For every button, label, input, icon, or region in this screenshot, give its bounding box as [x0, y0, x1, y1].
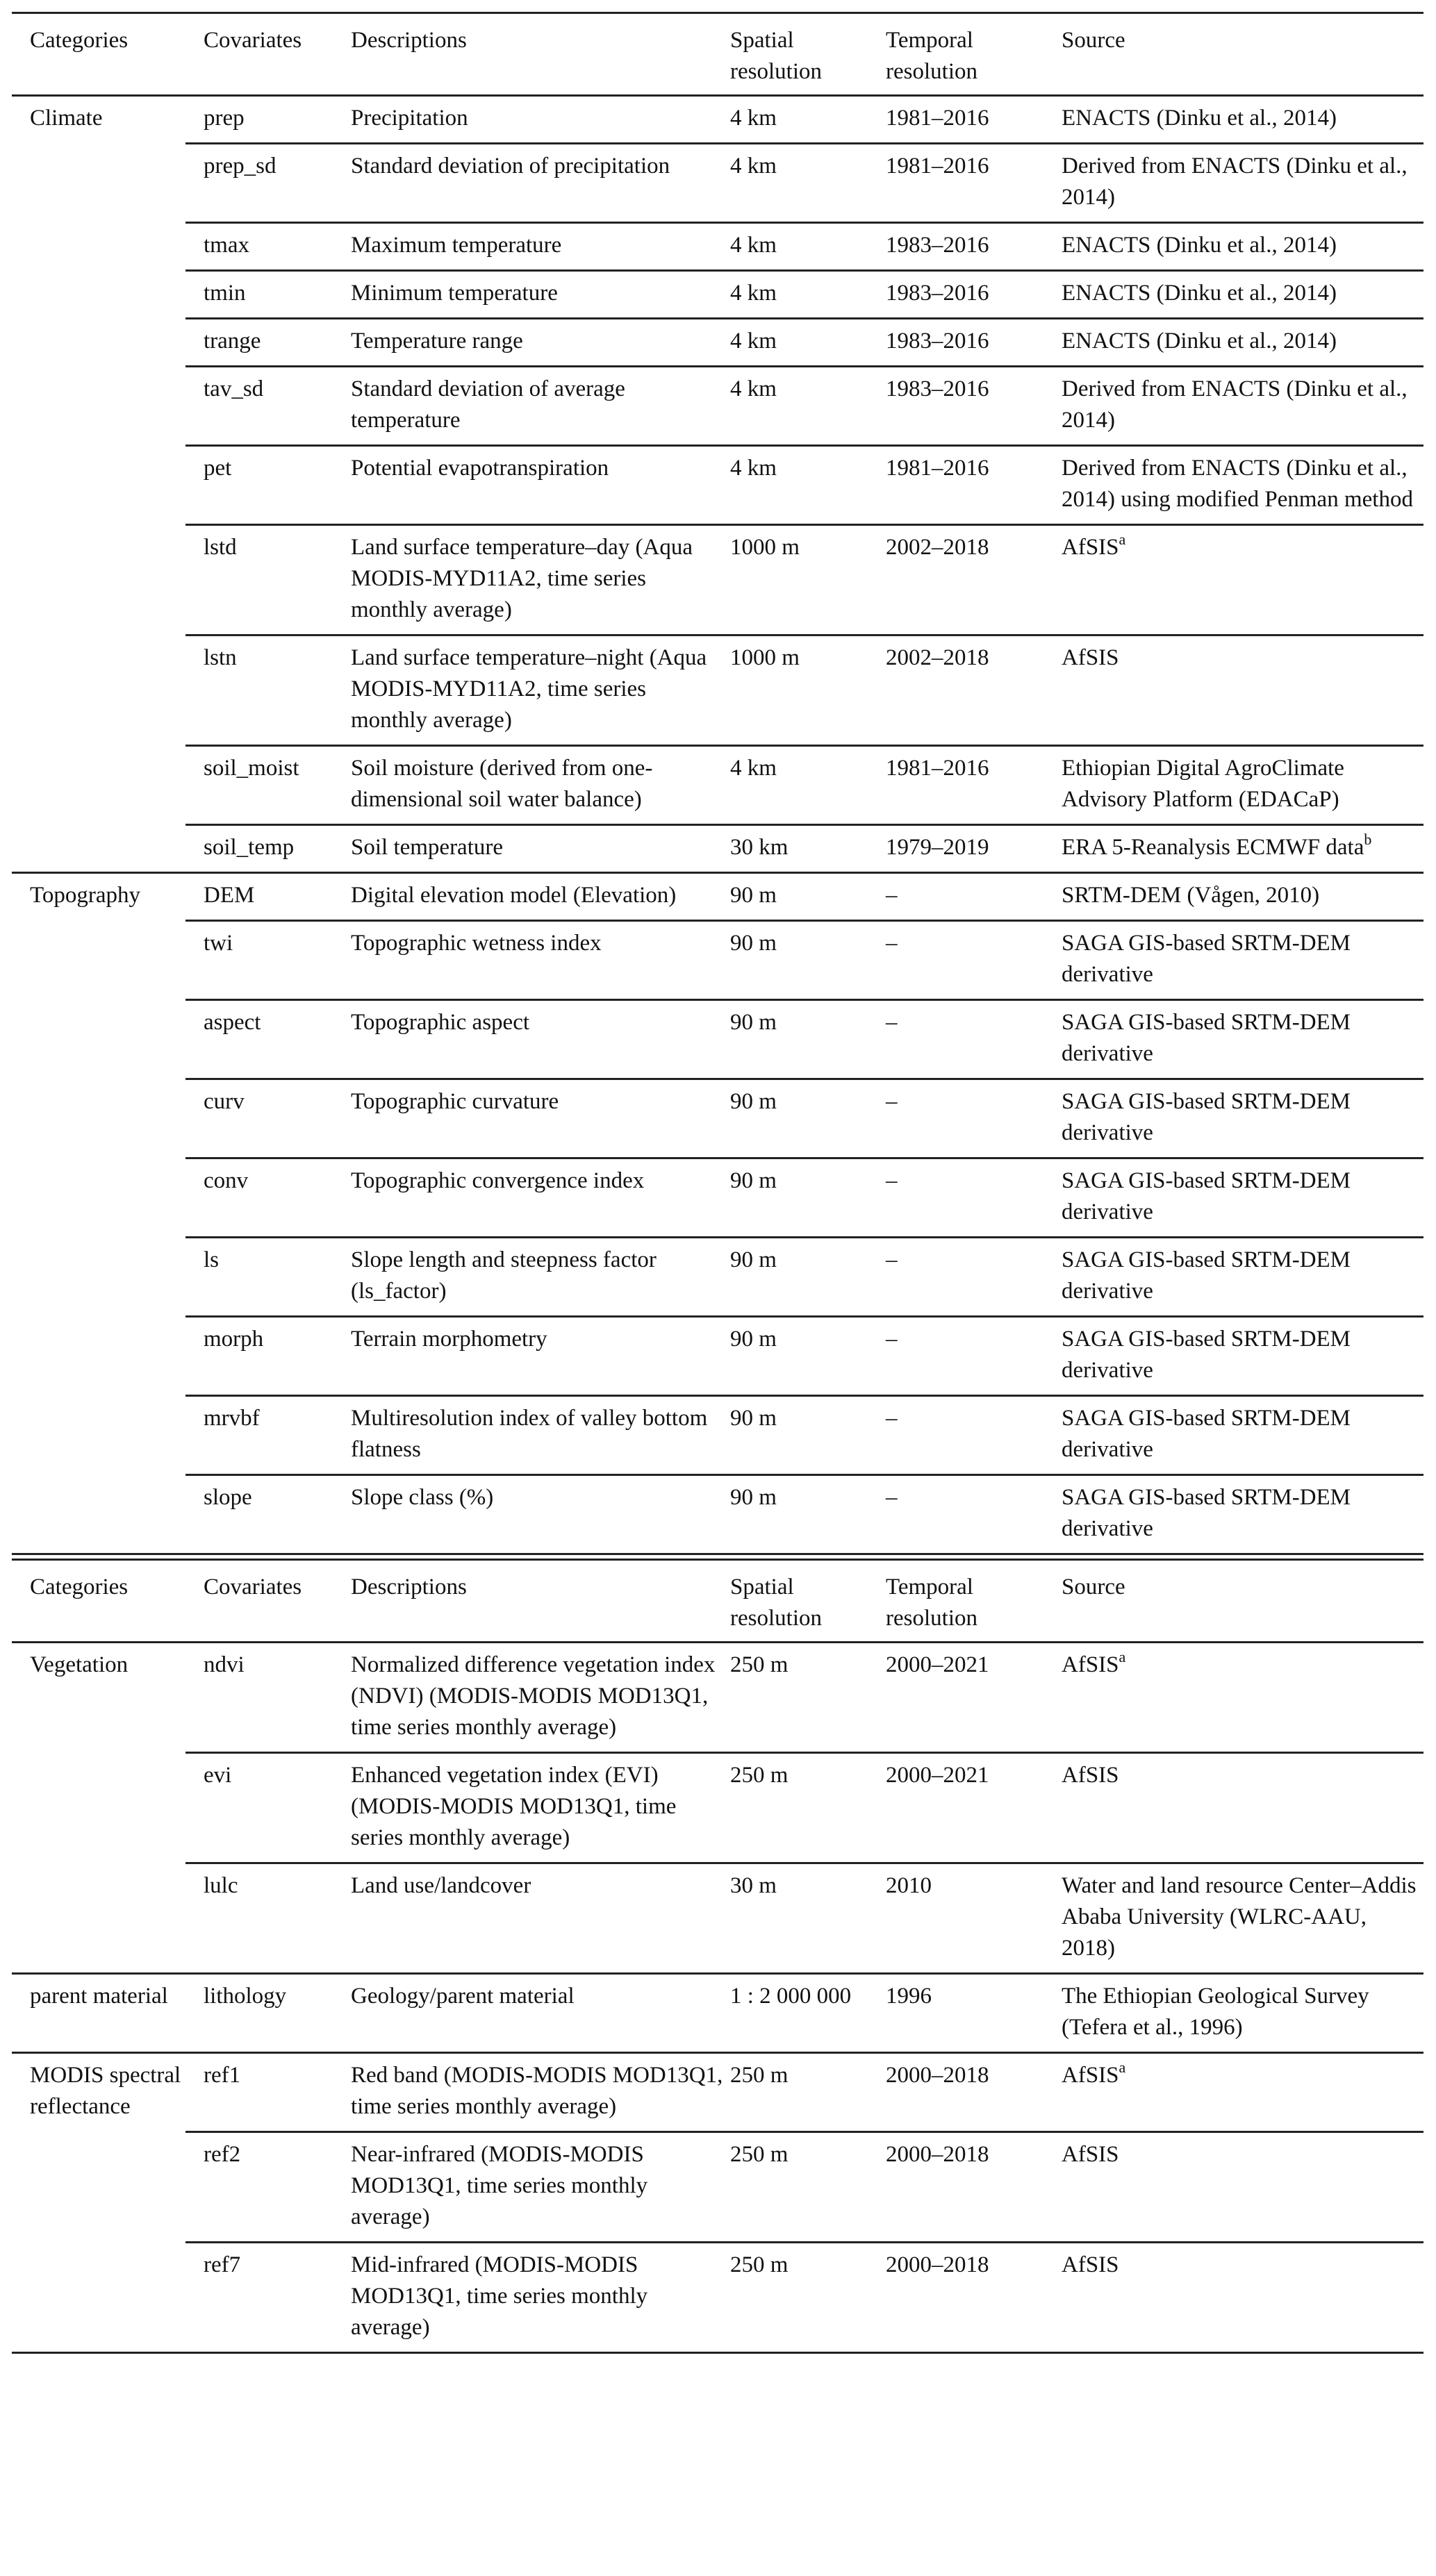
covariate-cell: curv — [204, 1089, 245, 1114]
temporal-resolution-cell: 1979–2019 — [886, 835, 989, 860]
spatial-resolution-cell: 30 km — [730, 835, 789, 860]
covariate-cell: ls — [204, 1247, 220, 1272]
spatial-resolution-cell: 4 km — [730, 153, 777, 178]
covariate-cell: soil_temp — [204, 835, 295, 860]
description-cell: Terrain morphometry — [351, 1327, 547, 1352]
description-cell: Normalized difference vegetation index (NDVI) (MODIS-MODIS MOD13Q1, time series monthly average) — [351, 1652, 716, 1740]
header-covariates: Covariates — [204, 1574, 302, 1599]
description-cell: Near-infrared (MODIS-MODIS MOD13Q1, time series monthly average) — [351, 2142, 648, 2229]
covariate-cell: pet — [204, 456, 232, 481]
covariate-cell: lithology — [204, 1984, 287, 2009]
spatial-resolution-cell: 250 m — [730, 1763, 789, 1788]
header-temporal: Temporal resolution — [886, 1574, 977, 1631]
double-rule — [12, 1553, 1423, 1561]
description-cell: Multiresolution index of valley bottom flatness — [351, 1406, 708, 1462]
table-row — [12, 1080, 1423, 1157]
covariate-cell: conv — [204, 1168, 249, 1193]
description-cell: Land use/landcover — [351, 1873, 531, 1898]
header-row-repeat — [12, 1561, 1423, 1641]
table-row — [12, 1476, 1423, 1553]
description-cell: Minimum temperature — [351, 281, 558, 306]
category-label: MODIS spectral reflectance — [30, 2063, 181, 2119]
spatial-resolution-cell: 4 km — [730, 106, 777, 131]
table-row — [12, 1864, 1423, 1972]
description-cell: Potential evapotranspiration — [351, 456, 609, 481]
temporal-resolution-cell: 1983–2016 — [886, 376, 989, 401]
source-cell — [1062, 832, 1423, 863]
table-body-part2 — [12, 1643, 1423, 2354]
temporal-resolution-cell: – — [886, 1406, 898, 1431]
description-cell: Soil moisture (derived from one-dimensional soil water balance) — [351, 756, 653, 812]
source-cell — [1062, 1007, 1423, 1070]
temporal-resolution-cell: – — [886, 1168, 898, 1193]
category-group — [12, 1975, 1423, 2054]
description-cell: Land surface temperature–night (Aqua MODIS-MYD11A2, time series monthly average) — [351, 645, 707, 733]
header-spatial: Spatial resolution — [730, 1574, 822, 1631]
source-text: SAGA GIS-based SRTM-DEM derivative — [1062, 1406, 1351, 1462]
header-row — [12, 14, 1423, 94]
header-spatial: Spatial resolution — [730, 28, 822, 84]
temporal-resolution-cell: 2000–2018 — [886, 2252, 989, 2277]
spatial-resolution-cell: 1000 m — [730, 645, 800, 670]
temporal-resolution-cell: 1981–2016 — [886, 756, 989, 781]
source-cell — [1062, 1403, 1423, 1465]
table-row — [12, 1238, 1423, 1315]
covariates-table — [12, 12, 1423, 2354]
covariate-cell: lstd — [204, 535, 237, 560]
description-cell: Red band (MODIS-MODIS MOD13Q1, time series monthly average) — [351, 2063, 723, 2119]
source-text: Derived from ENACTS (Dinku et al., 2014) — [1062, 153, 1408, 210]
header-source: Source — [1062, 28, 1125, 53]
source-text: ERA 5-Reanalysis ECMWF data — [1062, 835, 1364, 860]
description-cell: Precipitation — [351, 106, 468, 131]
temporal-resolution-cell: 1983–2016 — [886, 281, 989, 306]
category-group — [12, 1643, 1423, 1975]
spatial-resolution-cell: 90 m — [730, 931, 777, 956]
bottom-rule — [12, 2352, 1423, 2354]
table-row — [12, 367, 1423, 444]
description-cell: Mid-infrared (MODIS-MODIS MOD13Q1, time series monthly average) — [351, 2252, 648, 2340]
source-text: AfSIS — [1062, 2142, 1119, 2167]
source-cell — [1062, 2060, 1423, 2122]
table-row — [12, 2054, 1423, 2131]
description-cell: Topographic curvature — [351, 1089, 559, 1114]
covariate-cell: prep_sd — [204, 153, 277, 178]
spatial-resolution-cell: 4 km — [730, 329, 777, 354]
header-source: Source — [1062, 1574, 1125, 1599]
source-cell — [1062, 2250, 1423, 2343]
covariate-cell: prep — [204, 106, 245, 131]
spatial-resolution-cell: 30 m — [730, 1873, 777, 1898]
source-cell — [1062, 453, 1423, 515]
source-cell — [1062, 1324, 1423, 1386]
covariate-cell: ref2 — [204, 2142, 241, 2167]
description-cell: Slope class (%) — [351, 1485, 494, 1510]
footnote-marker: b — [1364, 831, 1372, 848]
covariate-cell: ref7 — [204, 2252, 241, 2277]
temporal-resolution-cell: 1983–2016 — [886, 329, 989, 354]
covariate-cell: aspect — [204, 1010, 261, 1035]
source-text: ENACTS (Dinku et al., 2014) — [1062, 329, 1337, 354]
source-text: ENACTS (Dinku et al., 2014) — [1062, 106, 1337, 131]
description-cell: Standard deviation of average temperature — [351, 376, 625, 433]
source-cell — [1062, 326, 1423, 357]
spatial-resolution-cell: 90 m — [730, 883, 777, 908]
source-text: Derived from ENACTS (Dinku et al., 2014) — [1062, 376, 1408, 433]
source-text: SAGA GIS-based SRTM-DEM derivative — [1062, 1327, 1351, 1383]
covariate-cell: trange — [204, 329, 261, 354]
table-row — [12, 447, 1423, 524]
table-row — [12, 272, 1423, 317]
temporal-resolution-cell: – — [886, 1089, 898, 1114]
category-group — [12, 97, 1423, 874]
description-cell: Maximum temperature — [351, 233, 562, 258]
covariate-cell: ndvi — [204, 1652, 245, 1677]
footnote-marker: a — [1119, 2059, 1126, 2076]
temporal-resolution-cell: – — [886, 1327, 898, 1352]
covariate-cell: morph — [204, 1327, 264, 1352]
source-cell — [1062, 1650, 1423, 1743]
description-cell: Temperature range — [351, 329, 523, 354]
table-row — [12, 1975, 1423, 2052]
covariate-cell: lulc — [204, 1873, 238, 1898]
table-row — [12, 826, 1423, 872]
table-row — [12, 2243, 1423, 2352]
temporal-resolution-cell: – — [886, 1247, 898, 1272]
table-row — [12, 97, 1423, 142]
source-cell — [1062, 642, 1423, 736]
footnote-marker: a — [1119, 531, 1126, 548]
description-cell: Topographic convergence index — [351, 1168, 645, 1193]
source-cell — [1062, 151, 1423, 213]
table-row — [12, 1754, 1423, 1862]
temporal-resolution-cell: 1981–2016 — [886, 153, 989, 178]
source-cell — [1062, 2139, 1423, 2233]
source-cell — [1062, 1482, 1423, 1545]
category-label: Climate — [30, 106, 103, 131]
category-label: Topography — [30, 883, 140, 908]
spatial-resolution-cell: 90 m — [730, 1089, 777, 1114]
source-text: Water and land resource Center–Addis Ababa University (WLRC-AAU, 2018) — [1062, 1873, 1417, 1961]
footnote-marker: a — [1119, 1648, 1126, 1665]
temporal-resolution-cell: 1996 — [886, 1984, 932, 2009]
table-row — [12, 319, 1423, 365]
table-row — [12, 144, 1423, 222]
source-text: AfSIS — [1062, 2063, 1119, 2088]
spatial-resolution-cell: 90 m — [730, 1485, 777, 1510]
description-cell: Enhanced vegetation index (EVI) (MODIS-MODIS MOD13Q1, time series monthly average) — [351, 1763, 677, 1850]
header-descriptions: Descriptions — [351, 28, 467, 53]
covariate-cell: lstn — [204, 645, 237, 670]
source-cell — [1062, 753, 1423, 815]
covariate-cell: soil_moist — [204, 756, 299, 781]
spatial-resolution-cell: 250 m — [730, 2252, 789, 2277]
source-text: AfSIS — [1062, 2252, 1119, 2277]
category-group — [12, 874, 1423, 1553]
covariate-cell: evi — [204, 1763, 232, 1788]
header-categories: Categories — [30, 1574, 129, 1599]
table-row — [12, 224, 1423, 269]
source-text: ENACTS (Dinku et al., 2014) — [1062, 281, 1337, 306]
table-row — [12, 1001, 1423, 1078]
source-cell — [1062, 1165, 1423, 1228]
source-cell — [1062, 1981, 1423, 2043]
description-cell: Land surface temperature–day (Aqua MODIS-MYD11A2, time series monthly average) — [351, 535, 693, 622]
source-cell — [1062, 928, 1423, 990]
header-temporal: Temporal resolution — [886, 28, 977, 84]
spatial-resolution-cell: 250 m — [730, 2142, 789, 2167]
spatial-resolution-cell: 90 m — [730, 1010, 777, 1035]
spatial-resolution-cell: 4 km — [730, 756, 777, 781]
temporal-resolution-cell: – — [886, 1010, 898, 1035]
temporal-resolution-cell: 1981–2016 — [886, 456, 989, 481]
spatial-resolution-cell: 4 km — [730, 281, 777, 306]
temporal-resolution-cell: 1981–2016 — [886, 106, 989, 131]
table-row — [12, 747, 1423, 824]
source-cell — [1062, 230, 1423, 261]
header-descriptions: Descriptions — [351, 1574, 467, 1599]
temporal-resolution-cell: 2002–2018 — [886, 535, 989, 560]
temporal-resolution-cell: 2000–2018 — [886, 2142, 989, 2167]
temporal-resolution-cell: 2010 — [886, 1873, 932, 1898]
source-cell — [1062, 278, 1423, 309]
spatial-resolution-cell: 4 km — [730, 233, 777, 258]
spatial-resolution-cell: 90 m — [730, 1168, 777, 1193]
category-group — [12, 2054, 1423, 2352]
source-text: SAGA GIS-based SRTM-DEM derivative — [1062, 1168, 1351, 1224]
temporal-resolution-cell: – — [886, 931, 898, 956]
source-cell — [1062, 1870, 1423, 1964]
temporal-resolution-cell: 1983–2016 — [886, 233, 989, 258]
category-label: Vegetation — [30, 1652, 129, 1677]
source-text: Derived from ENACTS (Dinku et al., 2014) using modified Penman method — [1062, 456, 1413, 512]
temporal-resolution-cell: 2000–2021 — [886, 1652, 989, 1677]
description-cell: Standard deviation of precipitation — [351, 153, 670, 178]
temporal-resolution-cell: 2002–2018 — [886, 645, 989, 670]
source-text: AfSIS — [1062, 1652, 1119, 1677]
covariate-cell: DEM — [204, 883, 255, 908]
description-cell: Digital elevation model (Elevation) — [351, 883, 677, 908]
spatial-resolution-cell: 90 m — [730, 1247, 777, 1272]
table-row — [12, 1318, 1423, 1395]
source-text: SRTM-DEM (Vågen, 2010) — [1062, 883, 1320, 908]
source-cell — [1062, 1245, 1423, 1307]
table-row — [12, 636, 1423, 745]
table-row — [12, 1643, 1423, 1752]
covariate-cell: tmax — [204, 233, 249, 258]
table-row — [12, 2133, 1423, 2241]
description-cell: Slope length and steepness factor (ls_factor) — [351, 1247, 657, 1304]
temporal-resolution-cell: – — [886, 883, 898, 908]
spatial-resolution-cell: 90 m — [730, 1406, 777, 1431]
temporal-resolution-cell: 2000–2018 — [886, 2063, 989, 2088]
source-text: SAGA GIS-based SRTM-DEM derivative — [1062, 1089, 1351, 1145]
source-text: AfSIS — [1062, 645, 1119, 670]
description-cell: Geology/parent material — [351, 1984, 575, 2009]
temporal-resolution-cell: 2000–2021 — [886, 1763, 989, 1788]
spatial-resolution-cell: 250 m — [730, 2063, 789, 2088]
source-text: ENACTS (Dinku et al., 2014) — [1062, 233, 1337, 258]
covariate-cell: mrvbf — [204, 1406, 260, 1431]
source-cell — [1062, 374, 1423, 436]
covariate-cell: twi — [204, 931, 233, 956]
source-cell — [1062, 1086, 1423, 1149]
table-row — [12, 1397, 1423, 1474]
source-text: AfSIS — [1062, 535, 1119, 560]
source-cell — [1062, 103, 1423, 134]
source-text: SAGA GIS-based SRTM-DEM derivative — [1062, 931, 1351, 987]
spatial-resolution-cell: 4 km — [730, 456, 777, 481]
spatial-resolution-cell: 1 : 2 000 000 — [730, 1984, 852, 2009]
source-cell — [1062, 1760, 1423, 1854]
covariate-cell: ref1 — [204, 2063, 241, 2088]
table-body-part1 — [12, 97, 1423, 1553]
description-cell: Soil temperature — [351, 835, 504, 860]
description-cell: Topographic aspect — [351, 1010, 530, 1035]
covariate-cell: slope — [204, 1485, 252, 1510]
source-text: AfSIS — [1062, 1763, 1119, 1788]
header-categories: Categories — [30, 28, 129, 53]
covariate-cell: tmin — [204, 281, 246, 306]
covariate-cell: tav_sd — [204, 376, 264, 401]
spatial-resolution-cell: 90 m — [730, 1327, 777, 1352]
source-text: SAGA GIS-based SRTM-DEM derivative — [1062, 1010, 1351, 1066]
spatial-resolution-cell: 1000 m — [730, 535, 800, 560]
table-row — [12, 526, 1423, 634]
spatial-resolution-cell: 4 km — [730, 376, 777, 401]
source-cell — [1062, 880, 1423, 911]
table-row — [12, 874, 1423, 920]
table-row — [12, 1159, 1423, 1236]
header-covariates: Covariates — [204, 28, 302, 53]
source-cell — [1062, 532, 1423, 626]
description-cell: Topographic wetness index — [351, 931, 602, 956]
source-text: SAGA GIS-based SRTM-DEM derivative — [1062, 1247, 1351, 1304]
temporal-resolution-cell: – — [886, 1485, 898, 1510]
category-label: parent material — [30, 1984, 168, 2009]
spatial-resolution-cell: 250 m — [730, 1652, 789, 1677]
source-text: SAGA GIS-based SRTM-DEM derivative — [1062, 1485, 1351, 1541]
source-text: The Ethiopian Geological Survey (Tefera et al., 1996) — [1062, 1984, 1369, 2040]
source-text: Ethiopian Digital AgroClimate Advisory Platform (EDACaP) — [1062, 756, 1344, 812]
table-row — [12, 922, 1423, 999]
